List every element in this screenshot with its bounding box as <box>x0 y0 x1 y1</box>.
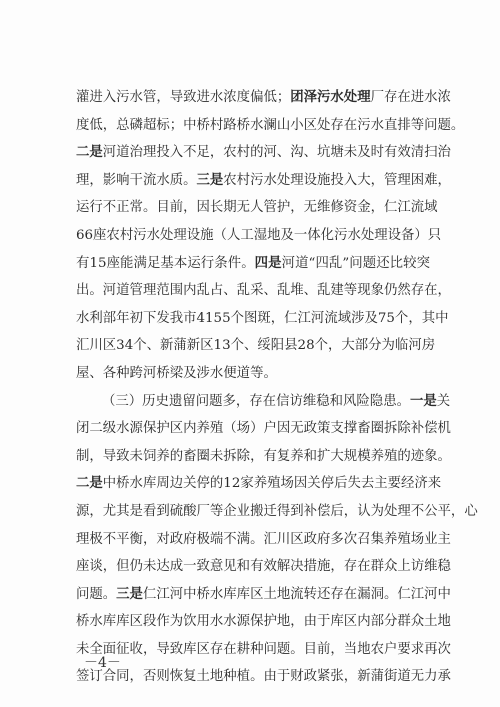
text-run: 屋、各种跨河桥梁及涉水便道等。 <box>76 365 277 381</box>
text-line <box>76 470 442 498</box>
text-run: 灌进入污水管，导致进水浓度偏低； <box>76 90 291 105</box>
bold-run: 团泽污水处理 <box>290 90 371 105</box>
text-line <box>76 443 451 471</box>
bold-run: 三是 <box>196 172 224 188</box>
text-run: 出。河道管理范围内乱占、乱采、乱堆、乱建等现象仍然存在， <box>76 283 451 299</box>
text-line <box>76 415 451 443</box>
text-run: 仁江河中桥水库库区土地流转还存在漏洞。仁江河中 <box>142 586 451 602</box>
text-line <box>76 305 449 333</box>
text-run: 66座农村污水处理设施（人工湿地及一体化污水处理设备）只 <box>76 227 442 243</box>
text-run: 厂存在进水浓 <box>370 90 451 105</box>
text-line <box>76 194 438 222</box>
text-run: 问题。 <box>76 586 117 602</box>
text-run: 理极不平衡，对政府极端不满。汇川区政府多次召集养殖场业主 <box>76 531 451 547</box>
text-run: 水利部年初下发我市4155个图斑，仁江河流域涉及75个，其中 <box>76 310 449 326</box>
bold-run: 三是 <box>116 586 143 602</box>
text-run: 未全面征收，导致库区存在耕种问题。目前，当地农户要求再次 <box>76 641 451 657</box>
bold-run: 二是 <box>76 476 103 492</box>
text-run: 中桥水库周边关停的12家养殖场因关停后失去主要经济来 <box>102 476 442 492</box>
text-line <box>76 84 451 112</box>
text-line <box>76 498 478 526</box>
page-number: －4－ <box>84 655 121 671</box>
text-run: 度低，总磷超标；中桥村路桥水澜山小区处存在污水直排等问题。 <box>76 117 465 133</box>
text-run: 闭二级水源保护区内养殖（场）户因无政策支撑畜圈拆除补偿机 <box>76 421 451 437</box>
text-run: 关 <box>436 393 451 409</box>
bold-run: 一是 <box>409 393 437 409</box>
text-run: 桥水库库区段作为饮用水水源保护地，由于库区内部分群众土地 <box>76 614 451 630</box>
text-run: 签订合同，否则恢复土地种植。由于财政紧张，新蒲街道无力承 <box>76 669 451 685</box>
text-run: 源，尤其是看到硫酸厂等企业搬迁得到补偿后，认为处理不公平，心 <box>76 503 478 519</box>
text-line <box>76 360 430 388</box>
text-run: 河道治理投入不足，农村的河、沟、坑塘未及时有效清扫治 <box>102 145 451 161</box>
text-run: 农村污水处理设施投入大，管理困难， <box>223 172 451 188</box>
text-run: 河道“四乱”问题还比较突 <box>281 255 430 271</box>
text-run: 理，影响干流水质。 <box>76 172 197 188</box>
text-line <box>76 167 451 195</box>
text-line <box>76 139 451 167</box>
text-line <box>76 112 465 140</box>
text-line <box>76 663 451 691</box>
text-run: 运行不正常。目前，因长期无人管护，无维修资金，仁江流域 <box>76 200 438 216</box>
text-line <box>76 277 451 305</box>
bold-run: 四是 <box>254 255 282 271</box>
text-run: 座谈，但仍未达成一致意见和有效解决措施，存在群众上访维稳 <box>76 559 451 575</box>
text-line <box>76 250 430 278</box>
text-line <box>76 608 451 636</box>
text-line <box>76 636 451 664</box>
text-run: （三）历史遗留问题多，存在信访维稳和风险隐患。 <box>102 393 410 409</box>
text-run: 汇川区34个、新蒲新区13个、绥阳县28个，大部分为临河房 <box>76 338 436 354</box>
text-line <box>76 332 436 360</box>
text-line <box>76 388 451 416</box>
text-line <box>76 581 451 609</box>
text-line <box>76 526 451 554</box>
document-body <box>76 84 478 691</box>
bold-run: 二是 <box>76 145 103 161</box>
text-line <box>76 553 451 581</box>
text-run: 有15座能满足基本运行条件。 <box>76 255 255 271</box>
text-run: 制，导致未饲养的畜圈未拆除，有复养和扩大规模养殖的迹象。 <box>76 448 451 464</box>
text-line <box>76 222 442 250</box>
